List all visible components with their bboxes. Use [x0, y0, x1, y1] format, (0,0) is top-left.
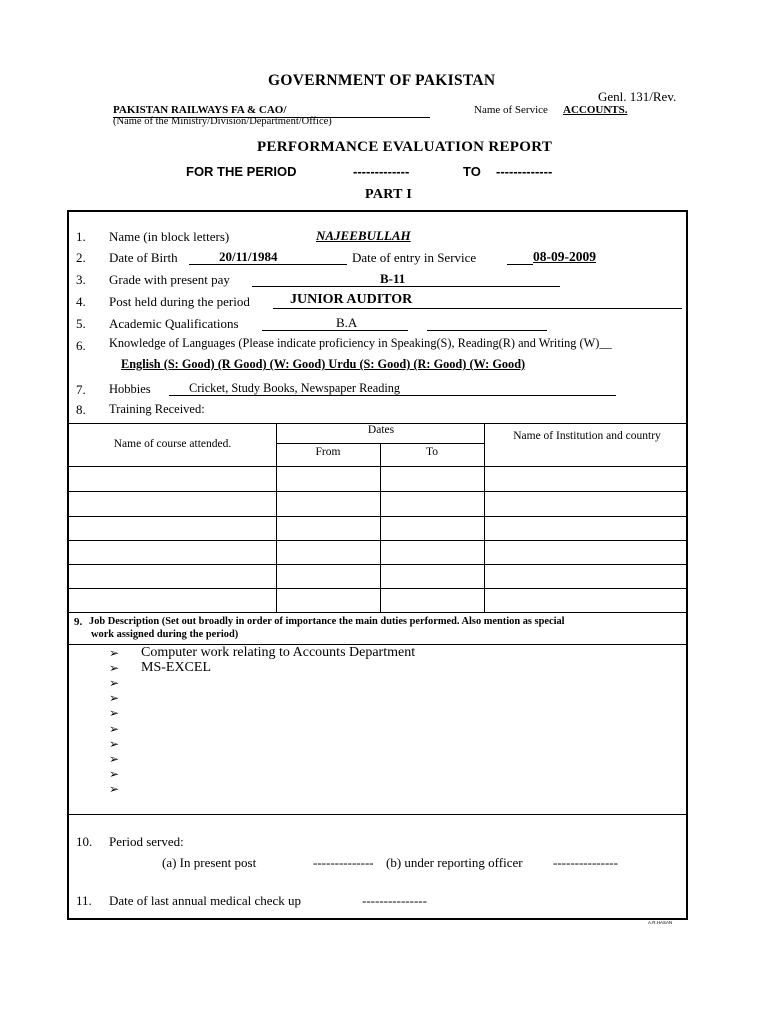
field-number-7: 7.	[76, 382, 86, 397]
reporting-officer-label: (b) under reporting officer	[386, 855, 523, 870]
table-row	[69, 516, 688, 517]
qualification-underline-1	[262, 330, 408, 331]
post-label: Post held during the period	[109, 294, 250, 309]
present-post-label: (a) In present post	[162, 855, 257, 870]
service-label: Name of Service	[474, 104, 548, 116]
part-heading: PART I	[365, 187, 413, 202]
post-value[interactable]: JUNIOR AUDITOR	[290, 292, 413, 307]
qualification-value[interactable]: B.A	[336, 315, 358, 330]
table-header-bottom	[69, 466, 688, 467]
field-number-3: 3.	[76, 272, 86, 287]
medical-checkup-blank[interactable]: ---------------	[362, 893, 427, 908]
table-row	[69, 588, 688, 589]
job-description-heading-2: work assigned during the period)	[91, 629, 239, 640]
grade-label: Grade with present pay	[109, 272, 230, 287]
qualification-underline-2	[427, 330, 547, 331]
field-number-1: 1.	[76, 229, 86, 244]
service-value: ACCOUNTS.	[563, 104, 628, 116]
from-column-header: From	[315, 446, 341, 458]
form-reference: Genl. 131/Rev.	[598, 89, 677, 104]
hobbies-value[interactable]: Cricket, Study Books, Newspaper Reading	[189, 381, 401, 395]
entry-date-value[interactable]: 08-09-2009	[533, 249, 596, 264]
dob-value[interactable]: 20/11/1984	[219, 249, 278, 264]
grade-underline	[252, 286, 560, 287]
field-number-10: 10.	[76, 834, 93, 849]
institution-column-header: Name of Institution and country	[513, 430, 661, 442]
bullet-icon: ➢	[109, 646, 120, 660]
field-number-4: 4.	[76, 294, 86, 309]
column-divider	[380, 443, 381, 612]
present-post-blank[interactable]: --------------	[313, 855, 374, 870]
languages-label: Knowledge of Languages (Please indicate proficiency in Speaking(S), Reading(R) and Writing (W)__	[109, 336, 612, 350]
bullet-icon: ➢	[109, 676, 120, 690]
column-divider	[484, 423, 485, 612]
bullet-icon: ➢	[109, 706, 120, 720]
dob-label: Date of Birth	[109, 250, 178, 265]
languages-value[interactable]: English (S: Good) (R Good) (W: Good) Urdu (S: Good) (R: Good) (W: Good)	[121, 357, 526, 371]
entry-date-underline	[507, 264, 533, 265]
bullet-icon: ➢	[109, 691, 120, 705]
footer-mark: A.R.HASAN	[648, 920, 673, 925]
name-value[interactable]: NAJEEBULLAH	[316, 228, 411, 243]
bullet-icon: ➢	[109, 722, 120, 736]
dates-column-header: Dates	[367, 424, 395, 436]
bullet-icon: ➢	[109, 752, 120, 766]
duty-item[interactable]: MS-EXCEL	[141, 660, 211, 675]
training-label: Training Received:	[109, 402, 205, 416]
field-number-9: 9.	[74, 616, 83, 628]
table-row	[69, 564, 688, 565]
period-section-divider	[69, 814, 688, 815]
period-to-label: TO	[463, 164, 481, 179]
entry-date-label: Date of entry in Service	[352, 250, 477, 265]
bullet-icon: ➢	[109, 737, 120, 751]
table-bottom-border	[69, 612, 688, 613]
field-number-11: 11.	[76, 893, 92, 908]
field-number-5: 5.	[76, 316, 86, 331]
bullet-icon: ➢	[109, 767, 120, 781]
field-number-8: 8.	[76, 402, 86, 417]
period-to-blank: -------------	[496, 164, 553, 179]
table-row	[69, 491, 688, 492]
ministry-caption: (Name of the Ministry/Division/Department/Office)	[113, 116, 332, 127]
period-label: FOR THE PERIOD	[186, 164, 297, 179]
hobbies-label: Hobbies	[109, 382, 151, 396]
field-number-2: 2.	[76, 250, 86, 265]
field-number-6: 6.	[76, 338, 86, 353]
course-column-header: Name of course attended.	[113, 438, 232, 450]
period-from-blank: -------------	[353, 164, 410, 179]
grade-value[interactable]: B-11	[380, 271, 406, 286]
hobbies-underline	[169, 395, 616, 396]
period-served-label: Period served:	[109, 834, 184, 849]
job-description-heading: Job Description (Set out broadly in order of importance the main duties performed. Also mention as special	[89, 616, 565, 627]
post-underline	[273, 308, 682, 309]
table-row	[69, 540, 688, 541]
form-frame	[67, 210, 688, 920]
medical-checkup-label: Date of last annual medical check up	[109, 893, 302, 908]
name-label: Name (in block letters)	[109, 229, 230, 244]
to-column-header: To	[426, 446, 438, 458]
qualification-label: Academic Qualifications	[109, 316, 239, 331]
bullet-icon: ➢	[109, 661, 120, 675]
duty-item[interactable]: Computer work relating to Accounts Department	[141, 645, 416, 660]
ministry-value: PAKISTAN RAILWAYS FA & CAO/	[113, 104, 287, 116]
bullet-icon: ➢	[109, 782, 120, 796]
reporting-officer-blank[interactable]: ---------------	[553, 855, 618, 870]
government-title: GOVERNMENT OF PAKISTAN	[268, 72, 496, 89]
dob-underline	[189, 264, 347, 265]
report-title: PERFORMANCE EVALUATION REPORT	[257, 139, 553, 155]
